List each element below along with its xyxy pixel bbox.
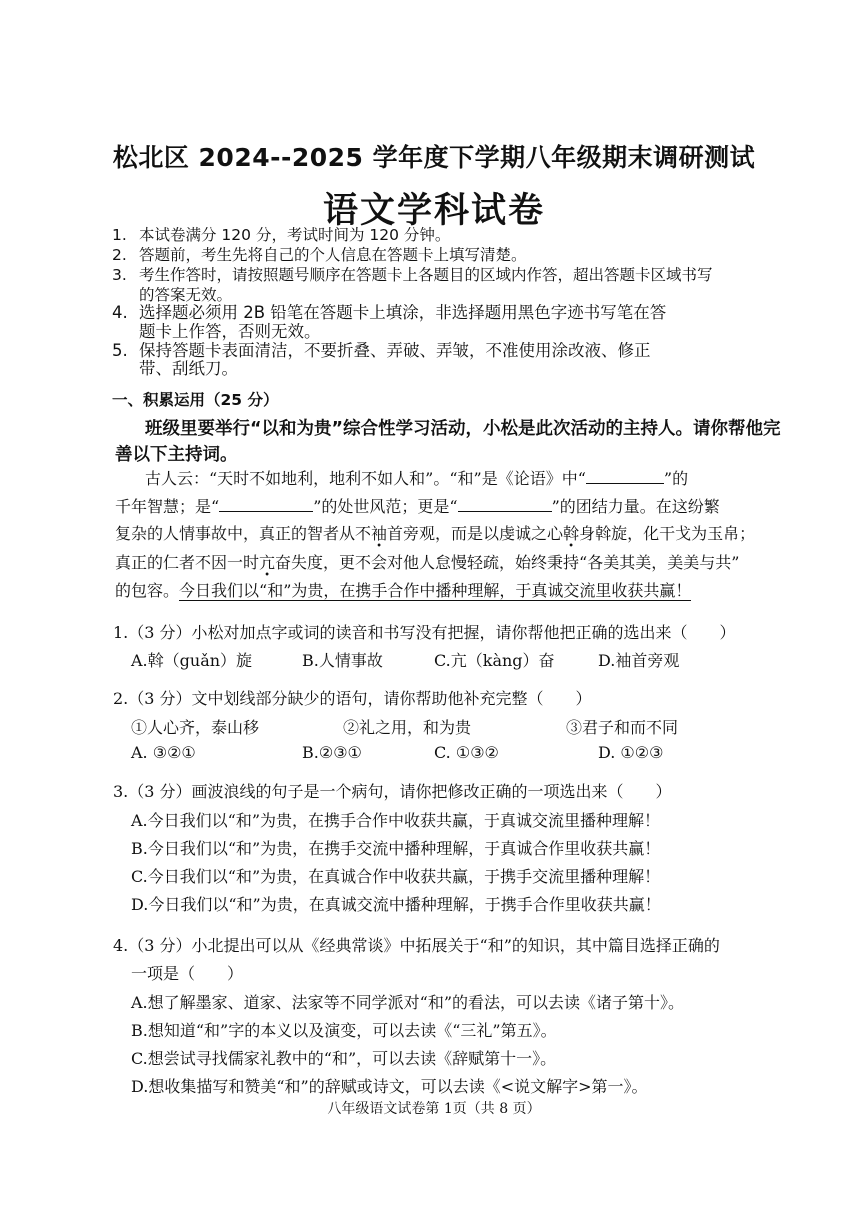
passage-line-3: 复杂的人情事故中，真正的智者从不袖首旁观，而是以虔诚之心斡身斡旋，化干戈为玉帛； xyxy=(115,524,756,543)
question-4-option-d[interactable]: D.想收集描写和赞美“和”的辞赋或诗文，可以去读《<说文解字>第一》。 xyxy=(131,1077,648,1096)
question-2-stem: 2.（3 分）文中划线部分缺少的语句，请你帮助他补充完整（ ） xyxy=(113,689,592,708)
question-1-stem: 1.（3 分）小松对加点字或词的读音和书写没有把握，请你帮他把正确的选出来（ ） xyxy=(113,623,736,642)
question-1-option-a[interactable]: A.斡（guǎn）旋 xyxy=(131,651,253,670)
question-2-option-b[interactable]: B.②③① xyxy=(302,743,362,762)
exam-title: 松北区 2024--2025 学年度下学期八年级期末调研测试 xyxy=(112,143,756,172)
instruction-2: 2. 答题前，考生先将自己的个人信息在答题卡上填写清楚。 xyxy=(112,246,527,264)
instruction-4: 4. 选择题必须用 2B 铅笔在答题卡上填涂，非选择题用黑色字迹书写笔在答 xyxy=(112,303,667,322)
question-4-option-c[interactable]: C.想尝试寻找儒家礼教中的“和”，可以去读《辞赋第十一》。 xyxy=(131,1049,557,1068)
answer-blank-3[interactable] xyxy=(458,495,552,512)
answer-blank-1[interactable] xyxy=(586,467,664,484)
section-heading: 一、积累运用（25 分） xyxy=(112,391,279,409)
question-1-option-b[interactable]: B.人情事故 xyxy=(302,651,383,670)
question-3-option-b[interactable]: B.今日我们以“和”为贵，在携手交流中播种理解，于真诚合作里收获共赢！ xyxy=(131,839,661,858)
question-1-option-c[interactable]: C.亢（kàng）奋 xyxy=(434,651,555,670)
wavy-underlined-sentence: 今日我们以“和”为贵，在携手合作中播种理解，于真诚交流里收获共赢！ xyxy=(179,581,692,600)
question-1-option-d[interactable]: D.袖首旁观 xyxy=(598,651,680,670)
question-3-option-d[interactable]: D.今日我们以“和”为贵，在真诚交流中播种理解，于携手合作里收获共赢！ xyxy=(131,895,661,914)
question-2-item-1: ①人心齐，泰山移 xyxy=(131,718,260,737)
page-footer: 八年级语文试卷第 1页（共 8 页） xyxy=(327,1101,541,1117)
question-4-stem: 4.（3 分）小北提出可以从《经典常谈》中拓展关于“和”的知识，其中篇目选择正确的 xyxy=(113,936,720,955)
question-2-option-c[interactable]: C. ①③② xyxy=(434,743,499,762)
instruction-1: 1. 本试卷满分 120 分，考试时间为 120 分钟。 xyxy=(112,226,451,244)
answer-blank-2[interactable] xyxy=(219,495,313,512)
instruction-3-cont: 的答案无效。 xyxy=(139,286,233,304)
question-4-option-a[interactable]: A.想了解墨家、道家、法家等不同学派对“和”的看法，可以去读《诸子第十》。 xyxy=(131,993,685,1012)
question-2-item-3: ③君子和而不同 xyxy=(566,718,679,737)
instruction-4-cont: 题卡上作答，否则无效。 xyxy=(139,322,321,341)
question-4-stem-cont: 一项是（ ） xyxy=(131,964,244,983)
question-2-option-a[interactable]: A. ③②① xyxy=(131,743,196,762)
question-3-option-c[interactable]: C.今日我们以“和”为贵，在真诚合作中收获共赢，于携手交流里播种理解！ xyxy=(131,867,661,886)
exam-subtitle: 语文学科试卷 xyxy=(322,190,545,231)
passage-line-4: 真正的仁者不因一时亢奋失度，更不会对他人怠慢轻疏，始终秉持“各美其美，美美与共” xyxy=(115,553,740,572)
question-4-option-b[interactable]: B.想知道“和”字的本义以及演变，可以去读《“三礼”第五》。 xyxy=(131,1021,557,1040)
instruction-5-cont: 带、刮纸刀。 xyxy=(139,359,238,378)
intro-line-1: 班级里要举行“以和为贵”综合性学习活动，小松是此次活动的主持人。请你帮他完 xyxy=(145,419,781,439)
passage-line-1: 古人云：“天时不如地利，地利不如人和”。“和”是《论语》中“ ”的 xyxy=(145,469,689,488)
instruction-3: 3. 考生作答时，请按照题号顺序在答题卡上各题目的区域内作答，超出答题卡区域书写 xyxy=(112,266,713,284)
passage-line-2: 千年智慧；是“ ”的处世风范；更是“ ”的团结力量。在这纷繁 xyxy=(115,497,720,516)
instruction-5: 5. 保持答题卡表面清洁，不要折叠、弄破、弄皱，不准使用涂改液、修正 xyxy=(112,341,651,360)
question-2-option-d[interactable]: D. ①②③ xyxy=(598,743,664,762)
question-2-item-2: ②礼之用，和为贵 xyxy=(343,718,472,737)
passage-line-5: 的包容。今日我们以“和”为贵，在携手合作中播种理解，于真诚交流里收获共赢！ xyxy=(115,581,692,600)
question-3-option-a[interactable]: A.今日我们以“和”为贵，在携手合作中收获共赢，于真诚交流里播种理解！ xyxy=(131,811,661,830)
question-3-stem: 3.（3 分）画波浪线的句子是一个病句，请你把修改正确的一项选出来（ ） xyxy=(113,782,672,801)
intro-line-2: 善以下主持词。 xyxy=(115,445,238,465)
